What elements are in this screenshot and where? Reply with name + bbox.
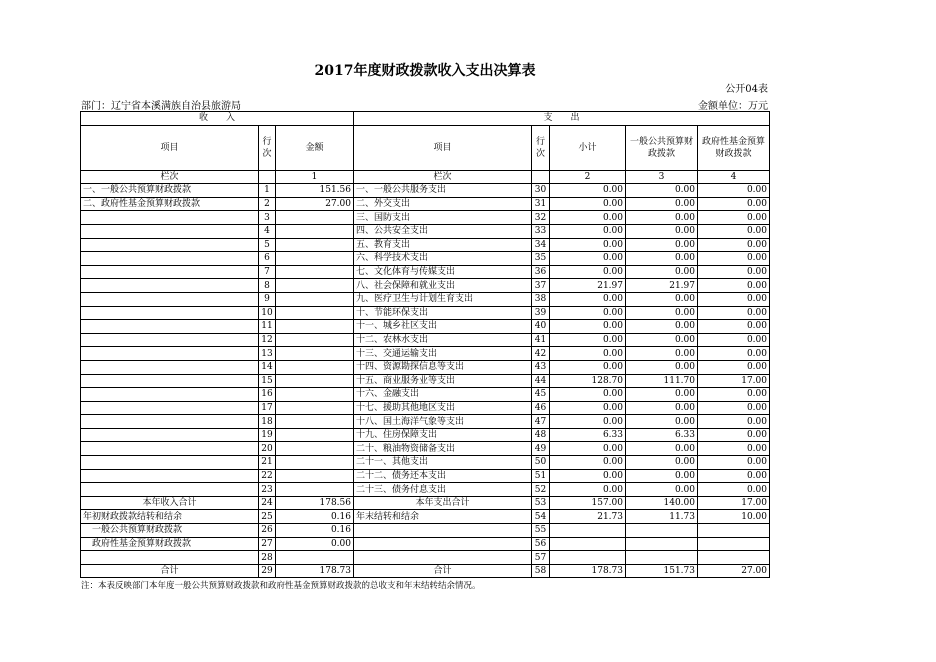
expense-header: 支 出 (354, 112, 770, 126)
income-row-no-cell: 27 (259, 537, 276, 551)
general-budget-cell: 0.00 (626, 306, 698, 320)
general-budget-cell: 0.00 (626, 238, 698, 252)
expense-row-no-cell: 43 (532, 360, 550, 374)
table-row (81, 564, 770, 578)
expense-item-cell: 十七、援助其他地区支出 (354, 401, 532, 415)
expense-item-cell: 十八、国土海洋气象等支出 (354, 415, 532, 429)
fund-budget-cell: 0.00 (698, 428, 770, 442)
expense-row-no-cell: 48 (532, 428, 550, 442)
table-row (81, 442, 770, 456)
subtotal-header: 小计 (550, 125, 626, 170)
expense-item-cell: 二十三、债务付息支出 (354, 483, 532, 497)
income-row-no-cell: 19 (259, 428, 276, 442)
table-row (81, 537, 770, 551)
income-row-no-cell: 9 (259, 292, 276, 306)
expense-item-cell: 合计 (354, 564, 532, 578)
general-budget-cell: 0.00 (626, 456, 698, 470)
fund-budget-cell (698, 524, 770, 538)
table-row (81, 211, 770, 225)
income-row-no-cell: 11 (259, 320, 276, 334)
income-item-cell (81, 306, 259, 320)
income-row-no-cell: 16 (259, 388, 276, 402)
expense-item-cell: 十三、交通运输支出 (354, 347, 532, 361)
expense-row-no-cell: 42 (532, 347, 550, 361)
expense-row-no-header: 行次 (532, 125, 550, 170)
general-budget-cell: 0.00 (626, 442, 698, 456)
empty-cell (259, 170, 276, 184)
fund-budget-header: 政府性基金预算财政拨款 (698, 125, 770, 170)
income-amount-cell (276, 306, 354, 320)
income-row-no-cell: 10 (259, 306, 276, 320)
table-row (81, 401, 770, 415)
income-item-cell (81, 456, 259, 470)
general-budget-cell: 0.00 (626, 184, 698, 198)
income-item-cell (81, 401, 259, 415)
expense-row-no-cell: 41 (532, 333, 550, 347)
income-item-cell (81, 224, 259, 238)
table-row (81, 388, 770, 402)
expense-item-cell: 三、国防支出 (354, 211, 532, 225)
income-item-cell (81, 374, 259, 388)
subtotal-cell: 0.00 (550, 333, 626, 347)
fund-budget-cell: 0.00 (698, 320, 770, 334)
fund-budget-cell: 0.00 (698, 333, 770, 347)
expense-row-no-cell: 45 (532, 388, 550, 402)
expense-item-cell: 年末结转和结余 (354, 510, 532, 524)
income-row-no-cell: 21 (259, 456, 276, 470)
subtotal-cell (550, 551, 626, 565)
income-amount-cell (276, 238, 354, 252)
subtotal-cell: 0.00 (550, 415, 626, 429)
general-budget-cell: 140.00 (626, 496, 698, 510)
income-amount-cell (276, 442, 354, 456)
income-row-no-cell: 12 (259, 333, 276, 347)
income-row-no-cell: 1 (259, 184, 276, 198)
subtotal-cell: 0.00 (550, 252, 626, 266)
income-item-cell: 年初财政拨款结转和结余 (81, 510, 259, 524)
fund-budget-cell (698, 551, 770, 565)
general-budget-cell: 0.00 (626, 347, 698, 361)
fund-budget-cell: 0.00 (698, 306, 770, 320)
income-amount-cell: 0.16 (276, 510, 354, 524)
table-row (81, 360, 770, 374)
income-item-cell (81, 347, 259, 361)
fund-budget-cell: 0.00 (698, 252, 770, 266)
subtotal-cell (550, 524, 626, 538)
subtotal-cell: 0.00 (550, 292, 626, 306)
income-item-cell: 政府性基金预算财政拨款 (81, 537, 259, 551)
table-row (81, 224, 770, 238)
table-row (81, 306, 770, 320)
income-amount-cell (276, 401, 354, 415)
income-row-no-cell: 5 (259, 238, 276, 252)
fund-budget-cell: 17.00 (698, 374, 770, 388)
table-row (81, 496, 770, 510)
income-item-cell: 一、一般公共预算财政拨款 (81, 184, 259, 198)
income-amount-cell: 27.00 (276, 197, 354, 211)
income-item-cell (81, 551, 259, 565)
column-label: 栏次 (81, 170, 259, 184)
expense-item-cell: 十六、金融支出 (354, 388, 532, 402)
subtotal-cell: 157.00 (550, 496, 626, 510)
expense-row-no-cell: 47 (532, 415, 550, 429)
income-row-no-cell: 17 (259, 401, 276, 415)
column-label-2: 栏次 (354, 170, 532, 184)
column-1: 1 (276, 170, 354, 184)
table-row (81, 483, 770, 497)
expense-row-no-cell: 36 (532, 265, 550, 279)
general-budget-cell: 151.73 (626, 564, 698, 578)
table-row (81, 428, 770, 442)
income-item-cell (81, 428, 259, 442)
income-item-cell (81, 333, 259, 347)
expense-row-no-cell: 39 (532, 306, 550, 320)
table-row (81, 292, 770, 306)
budget-table (80, 111, 770, 578)
income-row-no-cell: 28 (259, 551, 276, 565)
fund-budget-cell: 0.00 (698, 483, 770, 497)
general-budget-cell: 0.00 (626, 292, 698, 306)
subtotal-cell (550, 537, 626, 551)
expense-item-cell: 十五、商业服务业等支出 (354, 374, 532, 388)
income-item-cell (81, 415, 259, 429)
expense-row-no-cell: 35 (532, 252, 550, 266)
table-row (81, 551, 770, 565)
expense-item-cell: 十九、住房保障支出 (354, 428, 532, 442)
expense-row-no-cell: 40 (532, 320, 550, 334)
unit-label: 金额单位：万元 (698, 101, 768, 112)
subtotal-cell: 21.97 (550, 279, 626, 293)
income-item-header: 项目 (81, 125, 259, 170)
fund-budget-cell: 0.00 (698, 442, 770, 456)
table-row (81, 252, 770, 266)
income-row-no-cell: 14 (259, 360, 276, 374)
income-item-cell (81, 238, 259, 252)
subtotal-cell: 0.00 (550, 360, 626, 374)
income-amount-cell (276, 415, 354, 429)
expense-item-cell: 十一、城乡社区支出 (354, 320, 532, 334)
income-amount-cell (276, 483, 354, 497)
expense-row-no-cell: 32 (532, 211, 550, 225)
expense-item-cell (354, 537, 532, 551)
expense-item-cell: 八、社会保障和就业支出 (354, 279, 532, 293)
subtotal-cell: 0.00 (550, 197, 626, 211)
expense-item-cell: 六、科学技术支出 (354, 252, 532, 266)
expense-row-no-cell: 49 (532, 442, 550, 456)
expense-row-no-cell: 34 (532, 238, 550, 252)
table-row (81, 510, 770, 524)
income-row-no-cell: 29 (259, 564, 276, 578)
expense-row-no-cell: 50 (532, 456, 550, 470)
subtotal-cell: 0.00 (550, 442, 626, 456)
income-amount-cell (276, 279, 354, 293)
subtotal-cell: 128.70 (550, 374, 626, 388)
expense-item-cell: 本年支出合计 (354, 496, 532, 510)
income-row-no-cell: 25 (259, 510, 276, 524)
income-item-cell (81, 292, 259, 306)
expense-row-no-cell: 37 (532, 279, 550, 293)
fund-budget-cell: 0.00 (698, 388, 770, 402)
income-row-no-cell: 6 (259, 252, 276, 266)
income-amount-cell (276, 320, 354, 334)
subtotal-cell: 0.00 (550, 456, 626, 470)
general-budget-cell: 0.00 (626, 360, 698, 374)
table-row (81, 265, 770, 279)
column-4: 4 (698, 170, 770, 184)
expense-row-no-cell: 33 (532, 224, 550, 238)
general-budget-cell: 0.00 (626, 333, 698, 347)
income-item-cell: 合计 (81, 564, 259, 578)
income-amount-cell (276, 374, 354, 388)
income-row-no-cell: 8 (259, 279, 276, 293)
income-amount-cell (276, 252, 354, 266)
income-amount-cell (276, 265, 354, 279)
income-item-cell (81, 211, 259, 225)
table-row (81, 238, 770, 252)
income-amount-cell: 151.56 (276, 184, 354, 198)
form-code: 公开04表 (725, 84, 768, 95)
general-budget-cell: 0.00 (626, 320, 698, 334)
income-amount-cell (276, 347, 354, 361)
income-amount-cell (276, 360, 354, 374)
expense-item-cell: 十、节能环保支出 (354, 306, 532, 320)
expense-row-no-cell: 38 (532, 292, 550, 306)
fund-budget-cell: 27.00 (698, 564, 770, 578)
subtotal-cell: 6.33 (550, 428, 626, 442)
subtotal-cell: 0.00 (550, 306, 626, 320)
general-budget-cell (626, 537, 698, 551)
fund-budget-cell: 17.00 (698, 496, 770, 510)
table-row (81, 279, 770, 293)
income-amount-cell (276, 292, 354, 306)
general-budget-cell: 0.00 (626, 483, 698, 497)
income-row-no-cell: 15 (259, 374, 276, 388)
expense-row-no-cell: 51 (532, 469, 550, 483)
fund-budget-cell: 0.00 (698, 211, 770, 225)
expense-item-cell: 七、文化体育与传媒支出 (354, 265, 532, 279)
income-row-no-cell: 3 (259, 211, 276, 225)
page-title: 2017年度财政拨款收入支出决算表 (314, 63, 536, 79)
general-budget-cell: 21.97 (626, 279, 698, 293)
expense-row-no-cell: 58 (532, 564, 550, 578)
general-budget-cell (626, 551, 698, 565)
subtotal-cell: 0.00 (550, 211, 626, 225)
income-item-cell (81, 252, 259, 266)
expense-row-no-cell: 54 (532, 510, 550, 524)
subtotal-cell: 178.73 (550, 564, 626, 578)
table-row (81, 320, 770, 334)
general-budget-cell: 6.33 (626, 428, 698, 442)
income-item-cell (81, 265, 259, 279)
income-item-cell (81, 279, 259, 293)
income-row-no-cell: 24 (259, 496, 276, 510)
table-row (81, 456, 770, 470)
income-row-no-cell: 22 (259, 469, 276, 483)
table-row (81, 374, 770, 388)
fund-budget-cell: 0.00 (698, 347, 770, 361)
expense-item-cell: 二十、粮油物资储备支出 (354, 442, 532, 456)
expense-row-no-cell: 57 (532, 551, 550, 565)
income-item-cell: 二、政府性基金预算财政拨款 (81, 197, 259, 211)
table-row (81, 524, 770, 538)
income-item-cell (81, 388, 259, 402)
column-2: 2 (550, 170, 626, 184)
fund-budget-cell: 0.00 (698, 197, 770, 211)
fund-budget-cell: 0.00 (698, 238, 770, 252)
subtotal-cell: 0.00 (550, 388, 626, 402)
general-budget-cell: 0.00 (626, 401, 698, 415)
subtotal-cell: 0.00 (550, 265, 626, 279)
income-amount-cell (276, 428, 354, 442)
expense-row-no-cell: 53 (532, 496, 550, 510)
income-row-no-cell: 20 (259, 442, 276, 456)
income-amount-cell: 0.00 (276, 537, 354, 551)
income-item-cell: 一般公共预算财政拨款 (81, 524, 259, 538)
expense-row-no-cell: 44 (532, 374, 550, 388)
general-budget-cell: 0.00 (626, 211, 698, 225)
expense-item-cell: 二、外交支出 (354, 197, 532, 211)
fund-budget-cell: 0.00 (698, 360, 770, 374)
fund-budget-cell: 0.00 (698, 184, 770, 198)
subtotal-cell: 0.00 (550, 224, 626, 238)
table-row (81, 197, 770, 211)
expense-item-cell: 二十一、其他支出 (354, 456, 532, 470)
column-3: 3 (626, 170, 698, 184)
subtotal-cell: 0.00 (550, 320, 626, 334)
expense-row-no-cell: 52 (532, 483, 550, 497)
empty-cell (532, 170, 550, 184)
general-budget-header: 一般公共预算财政拨款 (626, 125, 698, 170)
income-header: 收 入 (81, 112, 354, 126)
expense-item-cell: 二十二、债务还本支出 (354, 469, 532, 483)
income-row-no-cell: 13 (259, 347, 276, 361)
subtotal-cell: 0.00 (550, 347, 626, 361)
expense-item-cell (354, 551, 532, 565)
income-amount-cell: 178.56 (276, 496, 354, 510)
income-amount-cell (276, 333, 354, 347)
amount-header: 金额 (276, 125, 354, 170)
expense-item-header: 项目 (354, 125, 532, 170)
fund-budget-cell (698, 537, 770, 551)
general-budget-cell: 0.00 (626, 469, 698, 483)
general-budget-cell: 0.00 (626, 415, 698, 429)
income-item-cell: 本年收入合计 (81, 496, 259, 510)
footnote: 注：本表反映部门本年度一般公共预算财政拨款和政府性基金预算财政拨款的总收支和年末结转结余情况。 (81, 581, 481, 591)
table-row (81, 415, 770, 429)
fund-budget-cell: 0.00 (698, 401, 770, 415)
expense-row-no-cell: 46 (532, 401, 550, 415)
income-amount-cell (276, 211, 354, 225)
general-budget-cell: 0.00 (626, 252, 698, 266)
expense-item-cell: 九、医疗卫生与计划生育支出 (354, 292, 532, 306)
income-item-cell (81, 320, 259, 334)
income-row-no-cell: 4 (259, 224, 276, 238)
general-budget-cell: 11.73 (626, 510, 698, 524)
income-item-cell (81, 442, 259, 456)
subtotal-cell: 0.00 (550, 469, 626, 483)
income-row-no-cell: 18 (259, 415, 276, 429)
fund-budget-cell: 10.00 (698, 510, 770, 524)
expense-row-no-cell: 56 (532, 537, 550, 551)
expense-item-cell (354, 524, 532, 538)
income-amount-cell: 0.16 (276, 524, 354, 538)
department-label: 部门：辽宁省本溪满族自治县旅游局 (81, 101, 241, 112)
expense-item-cell: 十四、资源勘探信息等支出 (354, 360, 532, 374)
fund-budget-cell: 0.00 (698, 469, 770, 483)
general-budget-cell: 0.00 (626, 265, 698, 279)
general-budget-cell: 111.70 (626, 374, 698, 388)
subtotal-cell: 21.73 (550, 510, 626, 524)
income-amount-cell (276, 456, 354, 470)
general-budget-cell: 0.00 (626, 197, 698, 211)
income-amount-cell (276, 224, 354, 238)
subtotal-cell: 0.00 (550, 483, 626, 497)
table-row (81, 469, 770, 483)
fund-budget-cell: 0.00 (698, 224, 770, 238)
general-budget-cell (626, 524, 698, 538)
table-row (81, 184, 770, 198)
income-row-no-cell: 26 (259, 524, 276, 538)
fund-budget-cell: 0.00 (698, 292, 770, 306)
fund-budget-cell: 0.00 (698, 415, 770, 429)
table-row (81, 333, 770, 347)
expense-item-cell: 一、一般公共服务支出 (354, 184, 532, 198)
fund-budget-cell: 0.00 (698, 456, 770, 470)
fund-budget-cell: 0.00 (698, 279, 770, 293)
income-amount-cell (276, 551, 354, 565)
expense-row-no-cell: 31 (532, 197, 550, 211)
general-budget-cell: 0.00 (626, 224, 698, 238)
income-row-no-cell: 2 (259, 197, 276, 211)
expense-item-cell: 五、教育支出 (354, 238, 532, 252)
subtotal-cell: 0.00 (550, 184, 626, 198)
expense-item-cell: 四、公共安全支出 (354, 224, 532, 238)
subtotal-cell: 0.00 (550, 401, 626, 415)
expense-row-no-cell: 30 (532, 184, 550, 198)
income-item-cell (81, 469, 259, 483)
expense-row-no-cell: 55 (532, 524, 550, 538)
fund-budget-cell: 0.00 (698, 265, 770, 279)
subtotal-cell: 0.00 (550, 238, 626, 252)
table-row (81, 347, 770, 361)
income-amount-cell (276, 388, 354, 402)
expense-item-cell: 十二、农林水支出 (354, 333, 532, 347)
general-budget-cell: 0.00 (626, 388, 698, 402)
income-item-cell (81, 483, 259, 497)
income-row-no-cell: 7 (259, 265, 276, 279)
income-amount-cell (276, 469, 354, 483)
income-item-cell (81, 360, 259, 374)
income-amount-cell: 178.73 (276, 564, 354, 578)
income-row-no-header: 行次 (259, 125, 276, 170)
income-row-no-cell: 23 (259, 483, 276, 497)
